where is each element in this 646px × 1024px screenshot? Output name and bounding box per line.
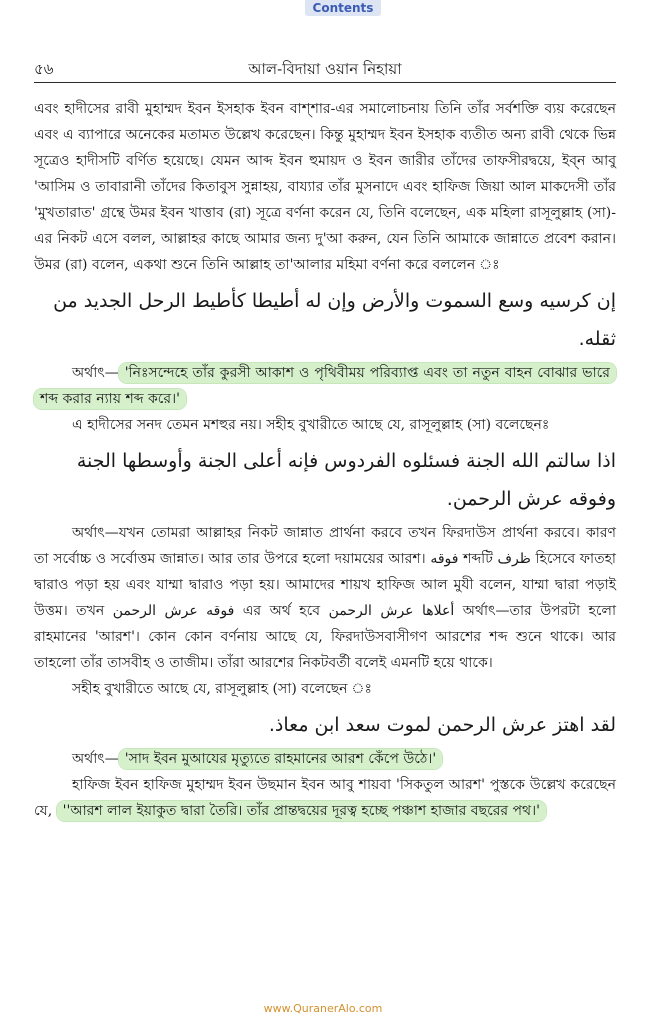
highlighted-translation-2: 'সাদ ইবন মুআযের মৃত্যুতে রাহমানের আরশ কেঁপে উঠে।' — [119, 749, 442, 769]
arabic-quote-2: اذا سالتم الله الجنة فسئلوه الفردوس فإنه أعلى الجنة وأوسطها الجنة وفوقه عرش الرحمن. — [76, 450, 616, 510]
page-number: ৫৬ — [34, 60, 54, 78]
arabic-inline-1: فوقه — [430, 551, 459, 567]
paragraph-1: এবং হাদীসের রাবী মুহাম্মদ ইবন ইসহাক ইবন বাশ্শার-এর সমালোচনায় তিনি তাঁর সর্বশক্তি ব্যয় করেছেন এবং এ ব্যাপারে অনেকের মতামত উল্লেখ করেছেন। কিন্তু মুহাম্মদ ইবন ইসহাক ব্যতীত অন্য রাবী থেকে ভিন্ন সূত্রেও হাদীসটি বর্ণিত হয়েছে। যেমন আব্দ ইবন হুমায়দ ও ইবন জারীর তাঁদের তাফসীরদ্বয়ে, ইব্ন আবু 'আসিম ও তাবারানী তাঁদের কিতাবুস সুন্নাহয়, বায্যার তাঁর মুসনাদে এবং হাফিজ জিয়া আল মাকদেসী তাঁর 'মুখতারাত' গ্রন্থে উমর ইবন খাত্তাব (রা) সূত্রে বর্ণনা করেন যে, তিনি বলেছেন, এক মহিলা রাসূলুল্লাহ (সা)-এর নিকট এসে বলল, আল্লাহর কাছে আমার জন্য দু'আ করুন, যেন তিনি আমাকে জান্নাতে প্রবেশ করান। উমর (রা) বলেন, একথা শুনে তিনি আল্লাহ তা'আলার মহিমা বর্ণনা করে বললেন ঃ — [34, 101, 616, 273]
paragraph-3 — [34, 520, 616, 676]
translation-1 — [34, 360, 616, 412]
paragraph-5-part-a: হাফিজ ইবন হাফিজ মুহাম্মদ ইবন উছমান ইবন আবু শায়বা 'সিকতুল আরশ' পুস্তকে উল্লেখ করেছেন যে, — [34, 777, 616, 819]
translation-2 — [34, 746, 616, 772]
contents-link[interactable]: Contents — [305, 0, 381, 16]
arabic-quote-1: إن كرسيه وسع السموت والأرض وإن له أطيطا كأطيط الرحل الجديد من ثقله. — [53, 290, 616, 350]
translation-prefix: অর্থাৎ— — [72, 751, 119, 767]
paragraph-3-part-e: অর্থাৎ—তার উপরটা হলো রাহমানের 'আরশ'। কোন কোন বর্ণনায় আছে যে, ফিরদাউসবাসীগণ আরশের শব্দ শুনে থাকে। আর তাহলো তাঁর তাসবীহ ও তাজীম। তাঁরা আরশের নিকটবর্তী বলেই এমনটি হয়ে থাকে। — [34, 603, 616, 671]
book-title: আল-বিদায়া ওয়ান নিহায়া — [248, 60, 402, 78]
paragraph-3-part-d: এর অর্থ হবে — [234, 603, 329, 619]
page-header — [34, 58, 616, 83]
translation-prefix: অর্থাৎ— — [72, 365, 119, 381]
paragraph-4: সহীহ বুখারীতে আছে যে, রাসূলুল্লাহ (সা) বলেছেন ঃ — [72, 681, 372, 697]
footer-website-link[interactable]: www.QuranerAlo.com — [263, 1002, 383, 1015]
paragraph-2: এ হাদীসের সনদ তেমন মশহুর নয়। সহীহ বুখারীতে আছে যে, রাসূলুল্লাহ (সা) বলেছেনঃ — [72, 417, 550, 433]
arabic-inline-4: أعلاها عرش الرحمن — [328, 603, 455, 619]
paragraph-3-part-a: অর্থাৎ—যখন তোমরা আল্লাহর নিকট জান্নাত প্রার্থনা করবে তখন ফিরদাউস প্রার্থনা করবে। কারণ তা সর্বোচ্চ ও সর্বোত্তম জান্নাত। আর তার উপরে হলো দয়াময়ের আরশ। — [34, 525, 616, 567]
highlighted-translation-1: 'নিঃসন্দেহে তাঁর কুরসী আকাশ ও পৃথিবীময় পরিব্যাপ্ত এবং তা নতুন বাহন বোঝার ভারে শব্দ করার ন্যায় শব্দ করে।' — [34, 363, 616, 409]
highlighted-quote: ''আরশ লাল ইয়াকুত দ্বারা তৈরি। তাঁর প্রান্তদ্বয়ের দূরত্ব হচ্ছে পঞ্চাশ হাজার বছরের পথ।' — [57, 801, 546, 821]
arabic-inline-3: فوقه عرش الرحمن — [112, 603, 235, 619]
page-body — [34, 96, 616, 824]
paragraph-3-part-b: শব্দটি — [458, 551, 498, 567]
arabic-quote-3: لقد اهتز عرش الرحمن لموت سعد ابن معاذ. — [268, 714, 616, 736]
paragraph-5 — [34, 772, 616, 824]
paragraph-3-part-c: হিসেবে ফাতহা দ্বারাও পড়া হয় এবং যাম্মা দ্বারাও পড়া হয়। আমাদের শায়খ হাফিজ আল মুযী বলেন, যাম্মা দ্বারা পড়াই উত্তম। তখন — [34, 551, 616, 619]
arabic-inline-2: ظرف — [497, 551, 531, 567]
